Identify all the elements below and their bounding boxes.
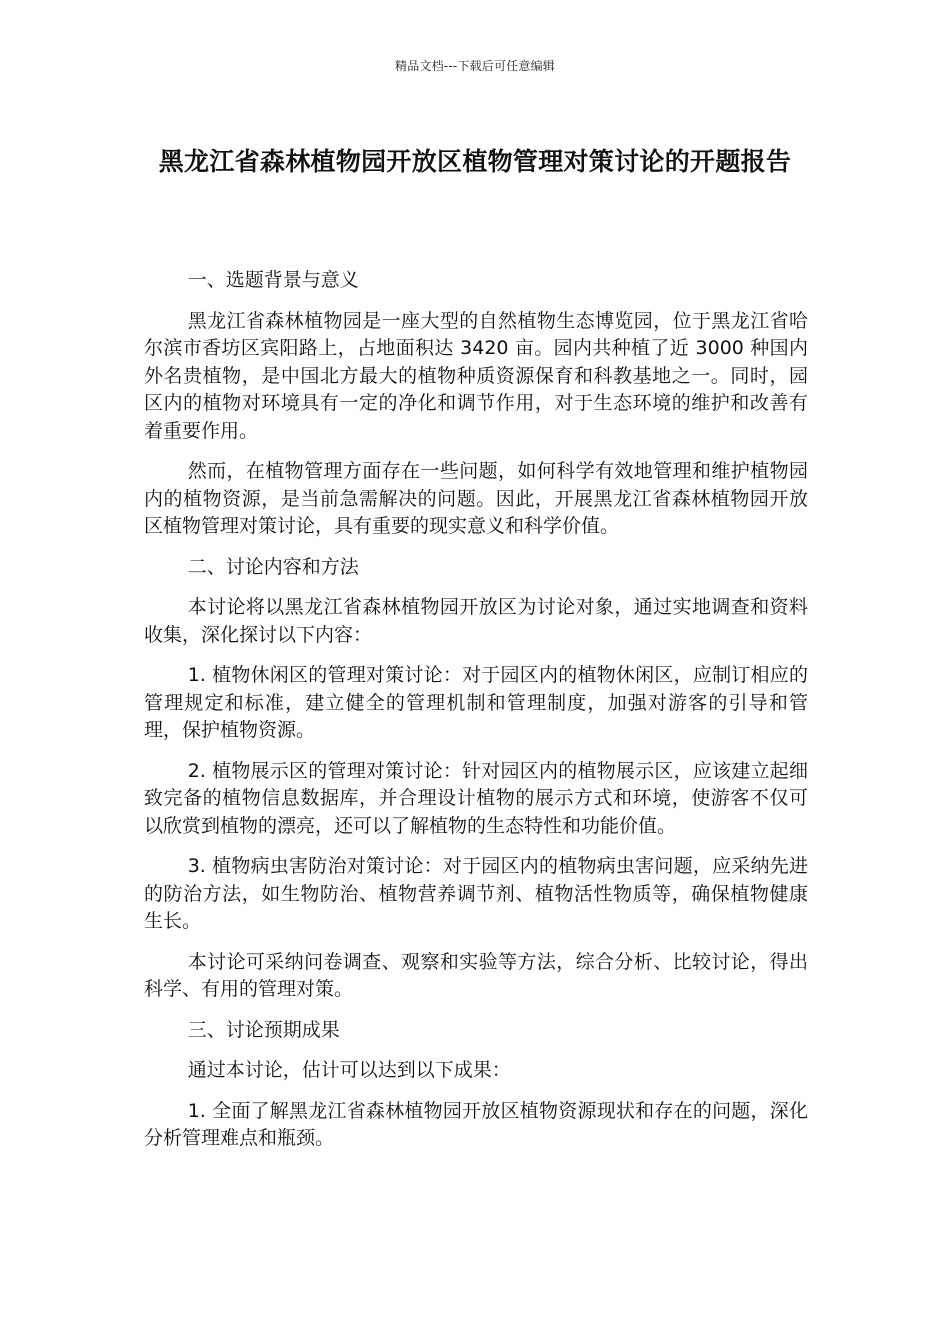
paragraph-outcomes-intro: 通过本讨论，估计可以达到以下成果： (187, 1059, 511, 1081)
paragraph-methods: 本讨论可采纳问卷调查、观察和实验等方法，综合分析、比较讨论，得出科学、有用的管理对策。 (144, 950, 808, 1000)
list-item-2: 2. 植物展示区的管理对策讨论：针对园区内的植物展示区，应该建立起细致完备的植物信息数据库，并合理设计植物的展示方式和环境，使游客不仅可以欣赏到植物的漂亮，还可以了解植物的生态特性和功能价值。 (144, 759, 808, 837)
paragraph-background: 黑龙江省森林植物园是一座大型的自然植物生态博览园，位于黑龙江省哈尔滨市香坊区宾阳路上，占地面积达 3420 亩。园内共种植了近 3000 种国内外名贵植物，是中国北方最大的植物种质资源保育和科教基地之一。同时，园区内的植物对环境具有一定的净化和调节作用，对于生态环境的维护和改善有着重要作用。 (144, 309, 808, 442)
section-heading-3: 三、讨论预期成果 (187, 1018, 340, 1041)
outcome-item-1: 1. 全面了解黑龙江省森林植物园开放区植物资源现状和存在的问题，深化分析管理难点和瓶颈。 (144, 1099, 808, 1149)
list-item-3: 3. 植物病虫害防治对策讨论：对于园区内的植物病虫害问题，应采纳先进的防治方法，如生物防治、植物营养调节剂、植物活性物质等，确保植物健康生长。 (144, 855, 808, 932)
section-heading-2: 二、讨论内容和方法 (187, 555, 359, 578)
paragraph-research-intro: 本讨论将以黑龙江省森林植物园开放区为讨论对象，通过实地调查和资料收集，深化探讨以下内容： (144, 596, 808, 646)
section-heading-1: 一、选题背景与意义 (187, 269, 359, 291)
list-item-1: 1. 植物休闲区的管理对策讨论：对于园区内的植物休闲区，应制订相应的管理规定和标准，建立健全的管理机制和管理制度，加强对游客的引导和管理，保护植物资源。 (144, 664, 808, 741)
paragraph-significance: 然而，在植物管理方面存在一些问题，如何科学有效地管理和维护植物园内的植物资源，是当前急需解决的问题。因此，开展黑龙江省森林植物园开放区植物管理对策讨论，具有重要的现实意义和科学价值。 (144, 460, 808, 537)
header-note: 精品文档---下载后可任意编辑 (395, 59, 555, 73)
document-title: 黑龙江省森林植物园开放区植物管理对策讨论的开题报告 (158, 147, 792, 176)
document-body (144, 267, 808, 1166)
